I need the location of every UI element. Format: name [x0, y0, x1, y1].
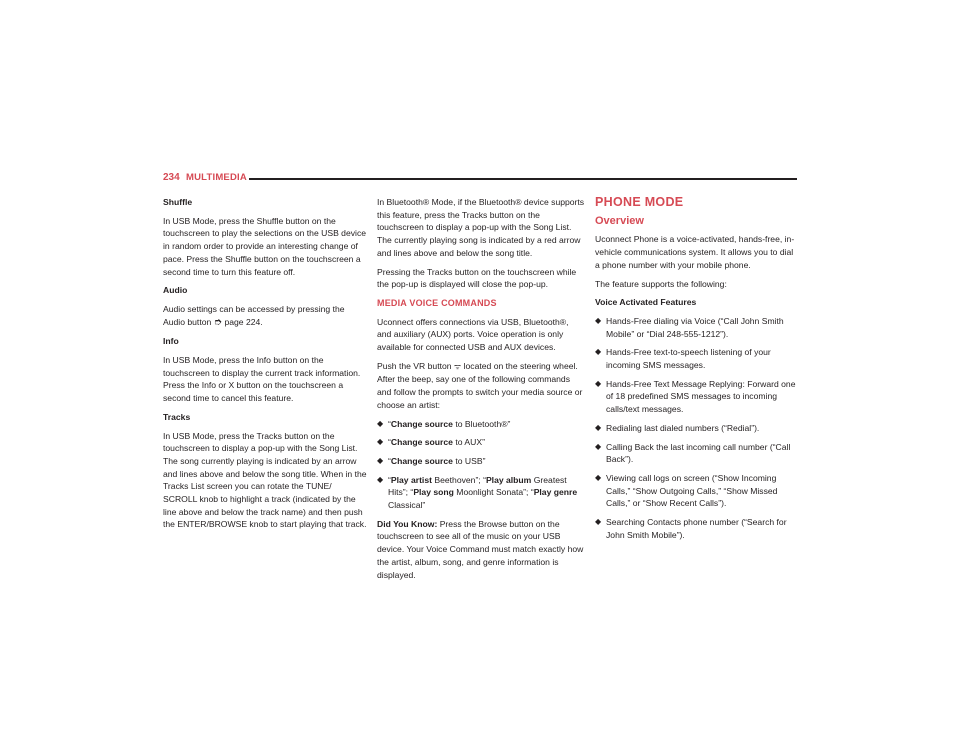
media-voice-commands-heading: MEDIA VOICE COMMANDS: [377, 297, 497, 308]
column-1: [163, 196, 368, 537]
column-2: [377, 196, 585, 587]
list-item: ◆ “Change source to AUX”: [377, 437, 485, 448]
list-item: ◆ Searching Contacts phone number (“Search for John Smith Mobile”).: [595, 517, 787, 540]
vr-button-text: Push the VR button ᯤ located on the steering wheel. After the beep, say one of the following commands and follow the prompts to switch your media source or choose an artist:: [377, 360, 583, 410]
page-reference-link[interactable]: page 224.: [224, 316, 263, 327]
page-header: [163, 172, 797, 186]
tracks-heading: Tracks: [163, 411, 191, 422]
bullet-icon: ◆: [377, 474, 384, 484]
phone-mode-heading: PHONE MODE: [595, 195, 684, 209]
tracks-text: In USB Mode, press the Tracks button on the touchscreen to display a pop-up with the Song List. The song currently playing is indicated by an arrow and lines above and below the song title. When in the Tracks List screen you can rotate the TUNE/ SCROLL knob to highlight a track (indicated by the line above and below the track name) and then push the ENTER/BROWSE knob to start playing that track.: [163, 430, 367, 530]
bullet-icon: ◆: [595, 472, 602, 482]
audio-text: Audio settings can be accessed by pressing the Audio button ➮ page 224.: [163, 303, 345, 328]
bullet-icon: ◆: [377, 437, 384, 447]
bullet-icon: ◆: [595, 315, 602, 325]
voice-features-heading: Voice Activated Features: [595, 297, 697, 308]
list-item: ◆ “Change source to USB”: [377, 455, 486, 466]
voice-command-list: [377, 418, 585, 512]
info-heading: Info: [163, 336, 179, 347]
list-item: ◆ Redialing last dialed numbers (“Redial”).: [595, 422, 760, 433]
bullet-icon: ◆: [595, 441, 602, 451]
shuffle-heading: Shuffle: [163, 197, 193, 207]
bullet-icon: ◆: [595, 517, 602, 527]
audio-heading: Audio: [163, 285, 188, 296]
list-item: ◆ Hands-Free dialing via Voice (“Call John Smith Mobile” or “Dial 248-555-1212”).: [595, 315, 784, 339]
list-item: ◆ “Play artist Beethoven”; “Play album Greatest Hits”; “Play song Moonlight Sonata”; “Play genre Classical”: [377, 474, 578, 511]
info-text: In USB Mode, press the Info button on the touchscreen to display the current track information. Press the Info or X button on the touchscreen a second time to cancel this feature.: [163, 355, 361, 404]
bullet-icon: ◆: [377, 455, 384, 465]
bullet-icon: ◆: [595, 347, 602, 357]
voice-features-list: [595, 315, 800, 542]
close-popup-text: Pressing the Tracks button on the touchscreen while the pop-up is displayed will close the pop-up.: [377, 266, 577, 290]
did-you-know-label: Did You Know:: [377, 518, 438, 529]
list-item: ◆ Viewing call logs on screen (“Show Incoming Calls,” “Show Outgoing Calls,” “Show Missed Calls,” or “Show Recent Calls”).: [595, 472, 778, 509]
bluetooth-tracks-text: In Bluetooth® Mode, if the Bluetooth® device supports this feature, press the Tracks button on the touchscreen to display a pop-up with the Song List. The currently playing song is indicated by a red arrow and lines above and below the song title.: [377, 197, 585, 258]
shuffle-text: In USB Mode, press the Shuffle button on the touchscreen to play the selections on the USB device in random order to provide an interesting change of pace. Press the Shuffle button on the touchscreen a second time to turn this feature off.: [163, 215, 367, 277]
page-number: 234: [163, 172, 180, 183]
page-ref-arrow-icon: ➮: [213, 316, 223, 328]
supports-text: The feature supports the following:: [595, 278, 727, 289]
voice-recognition-icon: ᯤ: [453, 361, 462, 371]
overview-heading: Overview: [595, 214, 644, 227]
bullet-icon: ◆: [595, 378, 602, 388]
list-item: ◆ Hands-Free Text Message Replying: Forward one of 18 predefined SMS messages to incoming calls/text messages.: [595, 378, 796, 415]
header-rule: [249, 178, 797, 180]
section-title: MULTIMEDIA: [186, 172, 247, 183]
bullet-icon: ◆: [595, 422, 602, 432]
did-you-know-text: Did You Know: Press the Browse button on the touchscreen to see all of the music on your USB device. Your Voice Command must match exactly how the artist, album, song, and genre information is displayed.: [377, 518, 584, 580]
list-item: ◆ “Change source to Bluetooth®”: [377, 418, 511, 429]
list-item: ◆ Calling Back the last incoming call number (“Call Back”).: [595, 441, 791, 465]
uconnect-phone-text: Uconnect Phone is a voice-activated, hands-free, in-vehicle communications system. It allows you to dial a phone number with your mobile phone.: [595, 234, 795, 270]
column-3: [595, 196, 800, 547]
list-item: ◆ Hands-Free text-to-speech listening of your incoming SMS messages.: [595, 347, 771, 371]
uconnect-connections-text: Uconnect offers connections via USB, Bluetooth®, and auxiliary (AUX) ports. Voice operation is only available for connected USB and AUX devices.: [377, 316, 569, 353]
bullet-icon: ◆: [377, 418, 384, 428]
